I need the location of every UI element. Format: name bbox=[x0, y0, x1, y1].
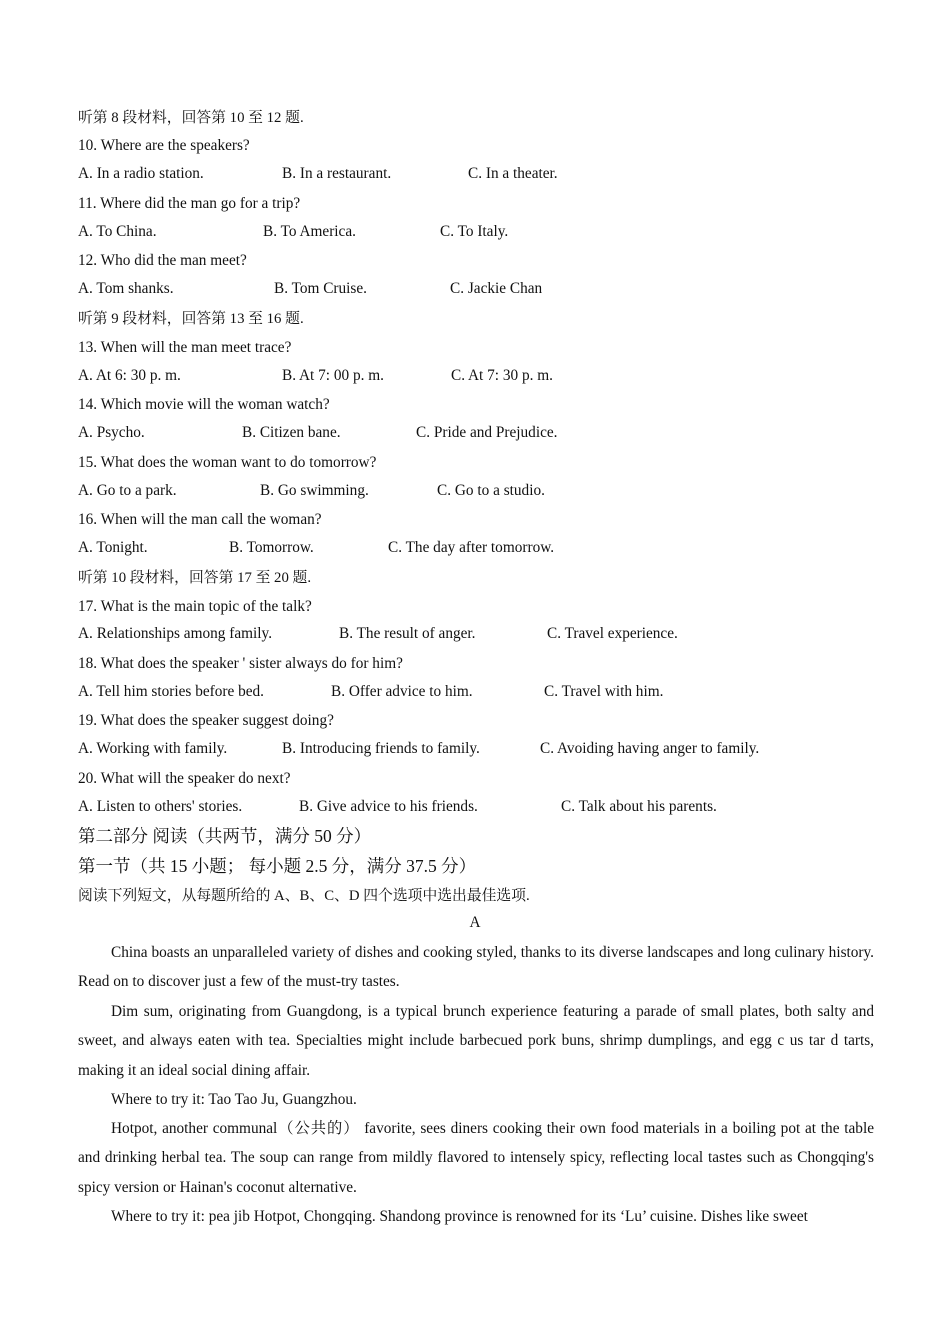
q10-option-c: C. In a theater. bbox=[468, 165, 558, 182]
q13-option-a: A. At 6: 30 p. m. bbox=[78, 367, 181, 384]
q11-option-a: A. To China. bbox=[78, 223, 157, 240]
section-10-intro: 听第 10 段材料，回答第 17 至 20 题. bbox=[78, 570, 312, 586]
q14-option-c: C. Pride and Prejudice. bbox=[416, 424, 558, 441]
question-19: 19. What does the speaker suggest doing? bbox=[78, 712, 334, 729]
q15-option-b: B. Go swimming. bbox=[260, 482, 369, 499]
q10-option-a: A. In a radio station. bbox=[78, 165, 204, 182]
question-17: 17. What is the main topic of the talk? bbox=[78, 598, 312, 615]
q12-option-b: B. Tom Cruise. bbox=[274, 280, 367, 297]
q17-option-a: A. Relationships among family. bbox=[78, 625, 273, 642]
part-2-instruction: 阅读下列短文，从每题所给的 A、B、C、D 四个选项中选出最佳选项. bbox=[78, 888, 530, 904]
section-8-intro: 听第 8 段材料，回答第 10 至 12 题. bbox=[78, 110, 304, 126]
q19-option-b: B. Introducing friends to family. bbox=[282, 740, 480, 757]
section-9-intro: 听第 9 段材料，回答第 13 至 16 题. bbox=[78, 311, 304, 327]
question-13: 13. When will the man meet trace? bbox=[78, 339, 292, 356]
q18-option-b: B. Offer advice to him. bbox=[331, 683, 473, 700]
q11-option-c: C. To Italy. bbox=[440, 223, 509, 240]
q11-option-b: B. To America. bbox=[263, 223, 356, 240]
q14-option-b: B. Citizen bane. bbox=[242, 424, 341, 441]
q13-option-b: B. At 7: 00 p. m. bbox=[282, 367, 384, 384]
q19-option-a: A. Working with family. bbox=[78, 740, 228, 757]
q20-option-c: C. Talk about his parents. bbox=[561, 798, 717, 815]
q10-option-b: B. In a restaurant. bbox=[282, 165, 392, 182]
passage-label: A bbox=[469, 914, 481, 931]
question-14: 14. Which movie will the woman watch? bbox=[78, 396, 330, 413]
q13-option-c: C. At 7: 30 p. m. bbox=[451, 367, 553, 384]
part-2-title: 第二部分 阅读（共两节，满分 50 分） bbox=[78, 826, 372, 846]
q12-option-a: A. Tom shanks. bbox=[78, 280, 174, 297]
q16-option-b: B. Tomorrow. bbox=[229, 539, 314, 556]
question-16: 16. When will the man call the woman? bbox=[78, 511, 322, 528]
q20-option-b: B. Give advice to his friends. bbox=[299, 798, 478, 815]
q15-option-c: C. Go to a studio. bbox=[437, 482, 545, 499]
q15-option-a: A. Go to a park. bbox=[78, 482, 177, 499]
question-15: 15. What does the woman want to do tomorrow? bbox=[78, 454, 377, 471]
q14-option-a: A. Psycho. bbox=[78, 424, 145, 441]
question-18: 18. What does the speaker ' sister always do for him? bbox=[78, 655, 403, 672]
q17-option-b: B. The result of anger. bbox=[339, 625, 476, 642]
q16-option-a: A. Tonight. bbox=[78, 539, 148, 556]
question-12: 12. Who did the man meet? bbox=[78, 252, 247, 269]
question-10: 10. Where are the speakers? bbox=[78, 137, 250, 154]
question-20: 20. What will the speaker do next? bbox=[78, 770, 291, 787]
q18-option-a: A. Tell him stories before bed. bbox=[78, 683, 264, 700]
passage-paragraph-2: Dim sum, originating from Guangdong, is a typical brunch experience featuring a parade of small plates, both salty and sweet, and always eaten with tea. Specialties might include barbecued pork buns, shrimp dumplings, and egg c us tar d tarts, making it an ideal social dining affair. bbox=[78, 1003, 874, 1079]
passage-paragraph-3: Where to try it: Tao Tao Ju, Guangzhou. bbox=[111, 1091, 357, 1108]
question-11: 11. Where did the man go for a trip? bbox=[78, 195, 301, 212]
passage-paragraph-1: China boasts an unparalleled variety of dishes and cooking styled, thanks to its diverse landscapes and long culinary history. Read on to discover just a few of the must-try tastes. bbox=[78, 944, 874, 991]
q20-option-a: A. Listen to others' stories. bbox=[78, 798, 243, 815]
q19-option-c: C. Avoiding having anger to family. bbox=[540, 740, 760, 757]
q16-option-c: C. The day after tomorrow. bbox=[388, 539, 555, 556]
passage-paragraph-5: Where to try it: pea jib Hotpot, Chongqing. Shandong province is renowned for its ‘Lu’ cuisine. Dishes like sweet bbox=[111, 1208, 808, 1225]
q18-option-c: C. Travel with him. bbox=[544, 683, 664, 700]
passage-paragraph-4: Hotpot, another communal（公共的） favorite, sees diners cooking their own food materials in a boiling pot at the table and drinking herbal tea. The soup can range from mildly flavored to intensely spicy, reflecting local tastes such as Chongqing's spicy version or Hainan's coconut alternative. bbox=[78, 1120, 874, 1196]
q12-option-c: C. Jackie Chan bbox=[450, 280, 543, 297]
q17-option-c: C. Travel experience. bbox=[547, 625, 678, 642]
part-2-section-1: 第一节（共 15 小题； 每小题 2.5 分，满分 37.5 分） bbox=[78, 856, 477, 876]
